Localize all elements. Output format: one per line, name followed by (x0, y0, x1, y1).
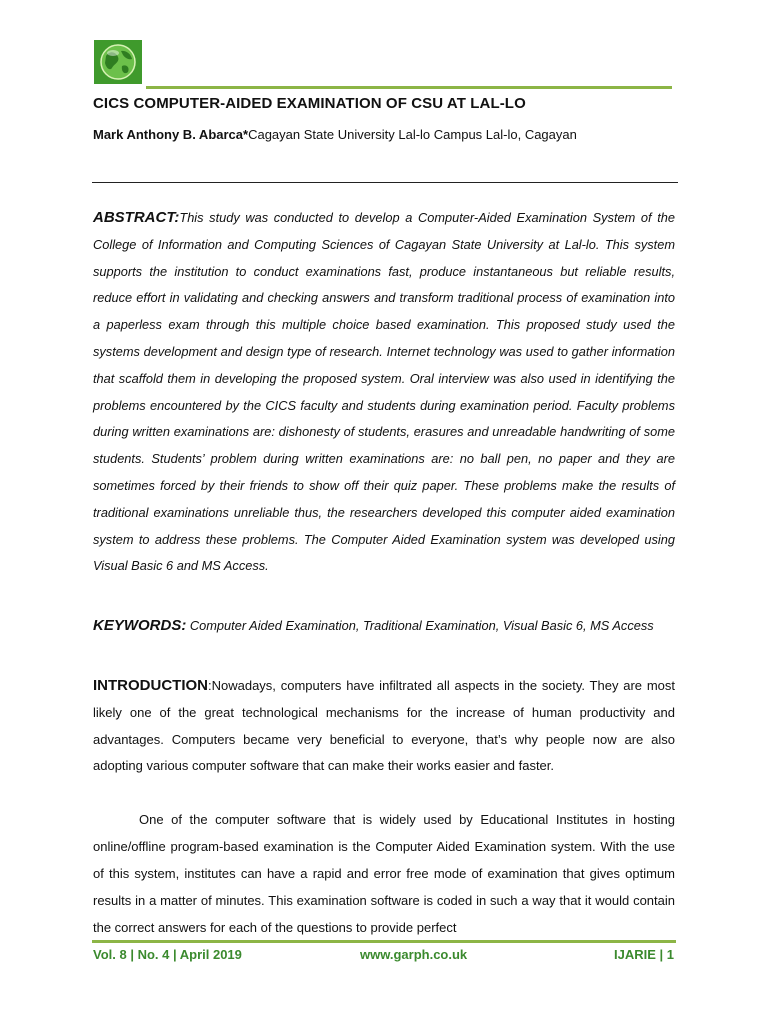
keywords-heading: KEYWORDS: (93, 617, 187, 634)
globe-logo-icon (94, 40, 142, 84)
keywords-text: Computer Aided Examination, Traditional Examination, Visual Basic 6, MS Access (186, 618, 654, 633)
author-affiliation: Cagayan State University Lal-lo Campus Lal-lo, Cagayan (248, 127, 577, 142)
introduction-paragraph-2: One of the computer software that is widely used by Educational Institutes in hosting online/offline program-based examination is the Computer Aided Examination system. With the use of this system, institutes can have a rapid and error free mode of examination that gives optimum results in a matter of minutes. This examination software is coded in such a way that it would contain the correct answers for each of the questions to provide perfect (93, 812, 675, 935)
footer-issue: Vol. 8 | No. 4 | April 2019 (93, 947, 242, 962)
footer-website-link[interactable]: www.garph.co.uk (360, 947, 468, 962)
footer-page-number: IJARIE | 1 (614, 947, 674, 962)
author-name: Mark Anthony B. Abarca* (93, 127, 249, 142)
abstract (93, 205, 675, 580)
paper-title: CICS COMPUTER-AIDED EXAMINATION OF CSU AT LAL-LO (93, 95, 526, 112)
keywords (93, 612, 675, 640)
introduction-text: :Nowadays, computers have infiltrated all aspects in the society. They are most likely one of the great technological mechanisms for the increase of human productivity and advantages. Computers became very beneficial to everyone, that’s why people now are also adopting various computer software that can make their works easier and faster. (93, 678, 675, 774)
footer-rule (92, 940, 676, 943)
author-line (93, 127, 577, 142)
introduction-heading: INTRODUCTION (93, 677, 208, 694)
section-divider (92, 182, 678, 183)
abstract-text: This study was conducted to develop a Computer-Aided Examination System of the College of Information and Computing Sciences of Cagayan State University at Lal-lo. This system supports the institution to conduct examinations fast, produce instantaneous but reliable results, reduce effort in validating and checking answers and transform traditional process of examination into a paperless exam through this multiple choice based examination. This proposed study used the systems development and design type of research. Internet technology was used to gather information that scaffold them in developing the proposed system. Oral interview was also used in identifying the problems encountered by the CICS faculty and students during examination period. Faculty problems during written examinations are: dishonesty of students, erasures and unreadable handwriting of some students. Students’ problem during written examinations are: no ball pen, no paper and they are sometimes forced by their friends to show off their quiz paper. These problems make the results of traditional examinations unreliable thus, the researchers developed this computer aided examination system to address these problems. The Computer Aided Examination system was developed using Visual Basic 6 and MS Access. (93, 210, 675, 574)
abstract-heading: ABSTRACT: (93, 209, 180, 226)
introduction (93, 673, 675, 780)
header-rule (146, 86, 672, 89)
